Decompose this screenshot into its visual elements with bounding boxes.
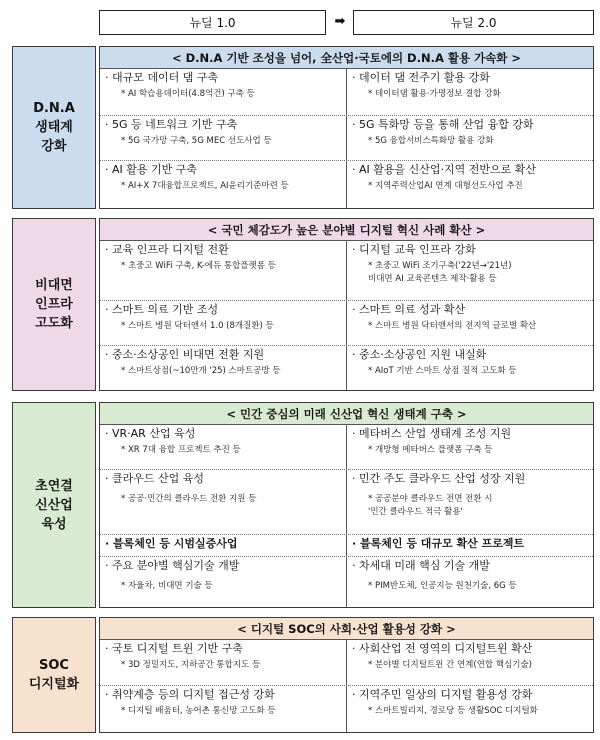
new-item-detail: * AIoT 기반 스마트 상점 질적 고도화 등 xyxy=(368,366,517,376)
header-left-label: 뉴딜 1.0 xyxy=(99,10,326,35)
old-item xyxy=(100,301,347,345)
old-item-detail: * 3D 정밀지도, 지하공간 통합지도 등 xyxy=(121,660,261,670)
table-row xyxy=(100,115,593,160)
header-right-label: 뉴딜 2.0 xyxy=(353,10,594,35)
table-row xyxy=(100,425,593,469)
section-panel xyxy=(99,46,594,209)
old-item-title: · 대규모 데이터 댐 구축 xyxy=(105,71,219,84)
new-item-detail: * 공공분야 클라우드 전면 전환 시 '민간 클라우드 적극 활용' xyxy=(368,494,493,517)
section-panel xyxy=(99,402,594,608)
old-item-detail: * 초중고 WiFi 구축, K-에듀 통합플랫폼 등 xyxy=(121,261,276,271)
new-item xyxy=(347,161,593,209)
new-item-detail: * 초중고 WiFi 조기구축('22년→'21년) 비대면 AI 교육콘텐츠 제작·활용 등 xyxy=(368,261,512,284)
new-item-title: · AI 활용을 신산업·지역 전반으로 확산 xyxy=(352,163,537,176)
old-item-detail: * 공공·민간의 클라우드 전환 지원 등 xyxy=(121,494,257,504)
new-item-detail: * 지역주력산업AI 연계 대형선도사업 추진 xyxy=(368,181,523,191)
old-item-detail: * 스마트 병원 닥터앤서 1.0 (8개질환) 등 xyxy=(121,321,274,331)
old-item-title: · 중소·소상공인 비대면 전환 지원 xyxy=(105,348,265,361)
category-label: SOC 디지털화 xyxy=(12,617,96,733)
table-row xyxy=(100,160,593,209)
new-item-title: · 민간 주도 클라우드 산업 성장 지원 xyxy=(352,472,526,485)
new-item xyxy=(347,557,593,608)
section-banner: < 국민 체감도가 높은 분야별 디지털 혁신 사례 확산 > xyxy=(100,219,593,241)
old-item-detail: * AI+X 7대융합프로젝트, AI윤리기준마련 등 xyxy=(121,181,289,191)
new-item xyxy=(347,346,593,391)
old-item-title: · VR·AR 산업 육성 xyxy=(105,427,196,440)
section-contactless xyxy=(12,218,594,391)
table-row xyxy=(100,640,593,685)
section-panel xyxy=(99,617,594,733)
category-label: 비대면 인프라 고도화 xyxy=(12,218,96,391)
old-item-title: · 스마트 의료 기반 조성 xyxy=(105,303,219,316)
table-row xyxy=(100,69,593,115)
table-row xyxy=(100,534,593,556)
new-item-detail: * 분야별 디지털트윈 간 연계(연합 핵심기술) xyxy=(368,660,532,670)
old-item-title: · 블록체인 등 시범실증사업 xyxy=(105,537,238,550)
new-item-title: · 사회산업 전 영역의 디지털트윈 확산 xyxy=(352,642,533,655)
old-item xyxy=(100,425,347,469)
old-item xyxy=(100,241,347,300)
new-item-detail: * 개방형 메타버스 플랫폼 구축 등 xyxy=(368,445,493,455)
section-dna xyxy=(12,46,594,209)
section-banner: < 디지털 SOC의 사회·산업 활용성 강화 > xyxy=(100,618,593,640)
old-item-title: · 주요 분야별 핵심기술 개발 xyxy=(105,559,240,572)
new-item xyxy=(347,241,593,300)
old-item-detail: * 자율차, 비대면 기술 등 xyxy=(121,581,213,591)
section-soc xyxy=(12,617,594,733)
new-item xyxy=(347,640,593,685)
new-item xyxy=(347,301,593,345)
new-item-title: · 메타버스 산업 생태계 조성 지원 xyxy=(352,427,512,440)
new-item-title: · 5G 특화망 등을 통해 산업 융합 강화 xyxy=(352,118,534,131)
old-item-detail: * AI 학습용데이터(4.8억건) 구축 등 xyxy=(121,89,255,99)
old-item-detail: * 스마트상점(~10만개 '25) 스마트공방 등 xyxy=(121,366,281,376)
old-item xyxy=(100,470,347,534)
category-label: D.N.A 생태계 강화 xyxy=(12,46,96,209)
old-item-detail: * 5G 국가망 구축, 5G MEC 선도사업 등 xyxy=(121,136,272,146)
old-item-detail: * 디지털 배움터, 농어촌 통신망 고도화 등 xyxy=(121,706,276,716)
new-item-title: · 지역주민 일상의 디지털 활용성 강화 xyxy=(352,688,533,701)
new-item xyxy=(347,470,593,534)
new-item xyxy=(347,425,593,469)
new-item xyxy=(347,535,593,556)
section-banner: < D.N.A 기반 조성을 넘어, 全산업·국토에의 D.N.A 활용 가속화 > xyxy=(100,47,593,69)
new-item-detail: * PIM반도체, 인공지능 원천기술, 6G 등 xyxy=(368,581,517,591)
old-item-detail: * XR 7대 융합 프로젝트 추진 등 xyxy=(121,445,241,455)
new-item-title: · 차세대 미래 핵심 기술 개발 xyxy=(352,559,490,572)
old-item xyxy=(100,69,347,115)
table-row xyxy=(100,685,593,733)
new-item-detail: * 스마트 병원 닥터앤서의 전지역 글로벌 확산 xyxy=(368,321,537,331)
old-item-title: · 교육 인프라 디지털 전환 xyxy=(105,243,229,256)
section-panel xyxy=(99,218,594,391)
old-item xyxy=(100,346,347,391)
table-row xyxy=(100,241,593,300)
old-item-title: · 국토 디지털 트윈 기반 구축 xyxy=(105,642,243,655)
old-item xyxy=(100,161,347,209)
new-item xyxy=(347,69,593,115)
new-item-detail: * 스마트빌리지, 경로당 등 생활SOC 디지털화 xyxy=(368,706,538,716)
new-item-detail: * 5G 융합서비스특화망 활용 강화 xyxy=(368,136,494,146)
old-item-title: · 취약계층 등의 디지털 접근성 강화 xyxy=(105,688,275,701)
new-item xyxy=(347,686,593,733)
old-item-title: · AI 활용 기반 구축 xyxy=(105,163,198,176)
old-item-title: · 5G 등 네트워크 기반 구축 xyxy=(105,118,238,131)
old-item xyxy=(100,557,347,608)
new-item xyxy=(347,116,593,160)
new-item-detail: * 데이터댐 활용·가명정보 결합 강화 xyxy=(368,89,501,99)
old-item xyxy=(100,640,347,685)
new-item-title: · 데이터 댐 전주기 활용 강화 xyxy=(352,71,490,84)
table-row xyxy=(100,556,593,608)
new-item-title: · 스마트 의료 성과 확산 xyxy=(352,303,466,316)
section-banner: < 민간 중심의 미래 신산업 혁신 생태계 구축 > xyxy=(100,403,593,425)
old-item xyxy=(100,535,347,556)
old-item xyxy=(100,686,347,733)
old-item xyxy=(100,116,347,160)
table-row xyxy=(100,300,593,345)
arrow-right-icon: ➡ xyxy=(334,14,346,29)
table-row xyxy=(100,469,593,534)
table-row xyxy=(100,345,593,391)
old-item-title: · 클라우드 산업 육성 xyxy=(105,472,204,485)
category-label: 초연결 신산업 육성 xyxy=(12,402,96,608)
section-new-industry xyxy=(12,402,594,608)
new-item-title: · 디지털 교육 인프라 강화 xyxy=(352,243,476,256)
new-item-title: · 중소·소상공인 지원 내실화 xyxy=(352,348,487,361)
new-item-title: · 블록체인 등 대규모 확산 프로젝트 xyxy=(352,537,525,550)
